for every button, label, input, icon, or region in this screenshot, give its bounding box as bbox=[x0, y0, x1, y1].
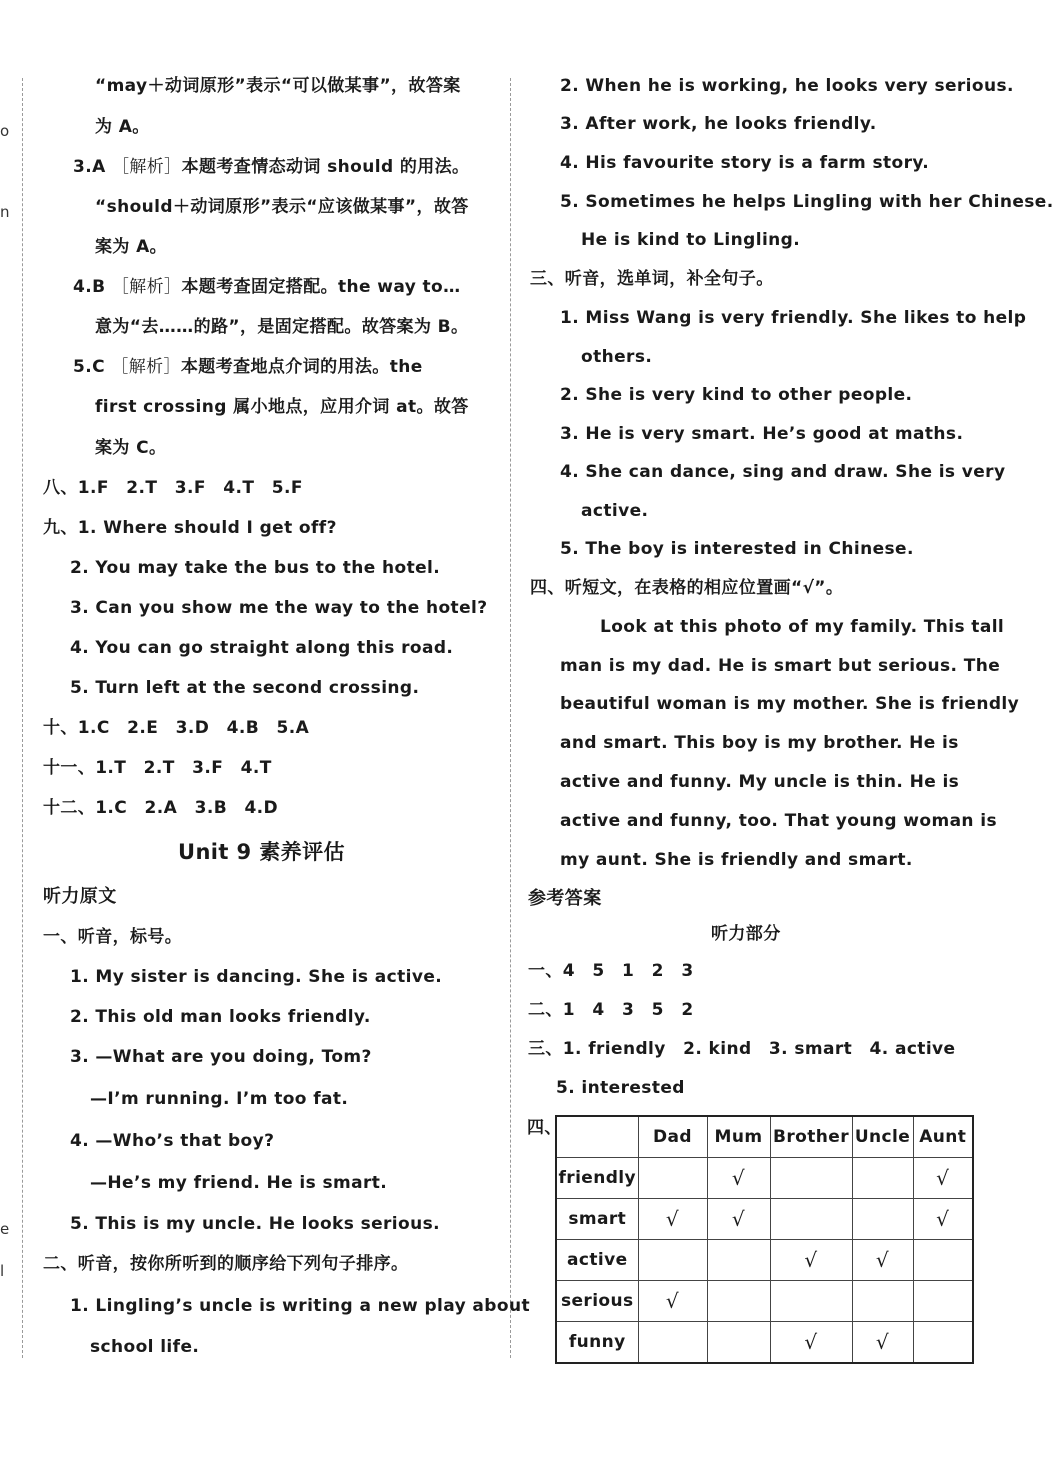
margin-fragment: n bbox=[0, 203, 10, 221]
part-2-item: 2. When he is working, he looks very serious. bbox=[560, 76, 1014, 96]
table-cell bbox=[913, 1322, 973, 1364]
table-cell bbox=[707, 1240, 770, 1281]
answer-line: 案为 C。 bbox=[95, 438, 167, 458]
passage-line: beautiful woman is my mother. She is friendly bbox=[560, 694, 1020, 714]
table-cell: √ bbox=[638, 1199, 707, 1240]
answer-q4 bbox=[73, 279, 461, 296]
answer-number: 4.B bbox=[73, 277, 106, 297]
section-8-answers: 八、1.F 2.T 3.F 4.T 5.F bbox=[43, 478, 303, 498]
answer-line: “may＋动词原形”表示“可以做某事”，故答案 bbox=[95, 76, 461, 96]
table-row bbox=[556, 1281, 973, 1322]
table-header-cell: Brother bbox=[770, 1116, 852, 1158]
table-row bbox=[556, 1158, 973, 1199]
part-3-item: others. bbox=[581, 347, 653, 367]
passage-line: Look at this photo of my family. This tall bbox=[600, 617, 1005, 637]
table-row bbox=[556, 1322, 973, 1364]
left-margin-divider bbox=[22, 78, 23, 1358]
answer-part-3: 5. interested bbox=[556, 1078, 685, 1098]
part-3-item: 3. He is very smart. He’s good at maths. bbox=[560, 424, 964, 444]
answer-q3 bbox=[73, 159, 469, 176]
analysis-tag: ［解析］ bbox=[111, 277, 182, 297]
table-cell bbox=[707, 1281, 770, 1322]
analysis-tag: ［解析］ bbox=[111, 157, 182, 177]
part-1-item: 1. My sister is dancing. She is active. bbox=[70, 967, 443, 987]
margin-fragment: e bbox=[0, 1220, 10, 1238]
answer-table bbox=[555, 1115, 974, 1364]
part-2-item: 5. Sometimes he helps Lingling with her Chinese. bbox=[560, 192, 1054, 212]
answer-line: first crossing 属小地点，应用介词 at。故答 bbox=[95, 397, 469, 417]
part-1-item: —I’m running. I’m too fat. bbox=[90, 1089, 349, 1109]
part-1-heading: 一、听音，标号。 bbox=[43, 927, 183, 947]
section-9-item: 5. Turn left at the second crossing. bbox=[70, 678, 420, 698]
passage-line: and smart. This boy is my brother. He is bbox=[560, 733, 959, 753]
table-cell: √ bbox=[852, 1322, 913, 1364]
table-row bbox=[556, 1199, 973, 1240]
part-2-heading: 二、听音，按你所听到的顺序给下列句子排序。 bbox=[43, 1254, 409, 1274]
part-1-item: 4. —Who’s that boy? bbox=[70, 1131, 275, 1151]
passage-line: active and funny, too. That young woman is bbox=[560, 811, 998, 831]
part-2-item: school life. bbox=[90, 1337, 200, 1357]
table-cell: √ bbox=[707, 1199, 770, 1240]
part-3-item: 5. The boy is interested in Chinese. bbox=[560, 539, 914, 559]
part-1-item: 5. This is my uncle. He looks serious. bbox=[70, 1214, 440, 1234]
passage-line: my aunt. She is friendly and smart. bbox=[560, 850, 913, 870]
section-11-answers: 十一、1.T 2.T 3.F 4.T bbox=[43, 758, 272, 778]
passage-line: active and funny. My uncle is thin. He is bbox=[560, 772, 960, 792]
table-cell bbox=[770, 1199, 852, 1240]
table-cell bbox=[707, 1322, 770, 1364]
part-3-heading: 三、听音，选单词，补全句子。 bbox=[530, 269, 774, 289]
analysis-text: 本题考查固定搭配。the way to… bbox=[181, 277, 461, 297]
section-10-answers: 十、1.C 2.E 3.D 4.B 5.A bbox=[43, 718, 310, 738]
section-9-item: 4. You can go straight along this road. bbox=[70, 638, 454, 658]
analysis-text: 本题考查地点介词的用法。the bbox=[180, 357, 423, 377]
table-cell bbox=[770, 1281, 852, 1322]
table-row-label: serious bbox=[556, 1281, 638, 1322]
part-3-item: active. bbox=[581, 501, 649, 521]
table-row bbox=[556, 1240, 973, 1281]
table-cell: √ bbox=[913, 1199, 973, 1240]
section-9-item: 九、1. Where should I get off? bbox=[43, 518, 337, 538]
answer-line: 案为 A。 bbox=[95, 237, 168, 257]
table-cell: √ bbox=[852, 1240, 913, 1281]
answer-part-2: 二、1 4 3 5 2 bbox=[528, 1000, 694, 1020]
answer-q5 bbox=[73, 359, 423, 376]
table-row-label: funny bbox=[556, 1322, 638, 1364]
table-cell: √ bbox=[913, 1158, 973, 1199]
reference-answer-heading: 参考答案 bbox=[528, 888, 602, 909]
table-cell bbox=[913, 1281, 973, 1322]
part-4-heading: 四、听短文，在表格的相应位置画“√”。 bbox=[530, 578, 844, 598]
passage-line: man is my dad. He is smart but serious. The bbox=[560, 656, 1001, 676]
table-row-label: smart bbox=[556, 1199, 638, 1240]
part-1-item: 3. —What are you doing, Tom? bbox=[70, 1047, 372, 1067]
section-9-item: 3. Can you show me the way to the hotel? bbox=[70, 598, 488, 618]
answer-number: 5.C bbox=[73, 357, 105, 377]
table-cell: √ bbox=[707, 1158, 770, 1199]
margin-fragment: l bbox=[0, 1262, 5, 1280]
unit-title: Unit 9 素养评估 bbox=[178, 840, 345, 864]
part-2-item: 1. Lingling’s uncle is writing a new play about bbox=[70, 1296, 530, 1316]
table-header-cell: Mum bbox=[707, 1116, 770, 1158]
part-3-item: 2. She is very kind to other people. bbox=[560, 385, 913, 405]
table-cell bbox=[852, 1199, 913, 1240]
answer-number: 3.A bbox=[73, 157, 106, 177]
table-header-cell: Uncle bbox=[852, 1116, 913, 1158]
answer-line: 意为“去……的路”，是固定搭配。故答案为 B。 bbox=[95, 317, 469, 337]
part-1-item: 2. This old man looks friendly. bbox=[70, 1007, 371, 1027]
part-2-item: 4. His favourite story is a farm story. bbox=[560, 153, 930, 173]
table-cell bbox=[852, 1281, 913, 1322]
listening-original-heading: 听力原文 bbox=[43, 886, 117, 907]
answer-part-1: 一、4 5 1 2 3 bbox=[528, 961, 694, 981]
column-divider bbox=[510, 78, 511, 1358]
table-cell bbox=[638, 1322, 707, 1364]
part-2-item: 3. After work, he looks friendly. bbox=[560, 114, 877, 134]
listening-part-heading: 听力部分 bbox=[711, 924, 781, 944]
answer-part-4-label: 四、 bbox=[527, 1118, 562, 1138]
table-cell: √ bbox=[638, 1281, 707, 1322]
table-cell bbox=[913, 1240, 973, 1281]
answer-line: 为 A。 bbox=[95, 117, 150, 137]
analysis-text: 本题考查情态动词 should 的用法。 bbox=[181, 157, 470, 177]
part-3-item: 4. She can dance, sing and draw. She is very bbox=[560, 462, 1006, 482]
table-row-label: active bbox=[556, 1240, 638, 1281]
table-header-cell: Dad bbox=[638, 1116, 707, 1158]
table-cell bbox=[638, 1158, 707, 1199]
part-2-item: He is kind to Lingling. bbox=[581, 230, 801, 250]
part-1-item: —He’s my friend. He is smart. bbox=[90, 1173, 388, 1193]
section-9-item: 2. You may take the bus to the hotel. bbox=[70, 558, 441, 578]
table-cell bbox=[852, 1158, 913, 1199]
table-cell bbox=[770, 1158, 852, 1199]
table-cell bbox=[638, 1240, 707, 1281]
section-12-answers: 十二、1.C 2.A 3.B 4.D bbox=[43, 798, 279, 818]
part-3-item: 1. Miss Wang is very friendly. She likes to help bbox=[560, 308, 1027, 328]
table-header-cell bbox=[556, 1116, 638, 1158]
analysis-tag: ［解析］ bbox=[111, 357, 181, 377]
answer-part-3: 三、1. friendly 2. kind 3. smart 4. active bbox=[528, 1039, 956, 1059]
table-cell: √ bbox=[770, 1322, 852, 1364]
table-cell: √ bbox=[770, 1240, 852, 1281]
answer-line: “should＋动词原形”表示“应该做某事”，故答 bbox=[95, 197, 469, 217]
margin-fragment: o bbox=[0, 122, 10, 140]
table-header-cell: Aunt bbox=[913, 1116, 973, 1158]
table-row-label: friendly bbox=[556, 1158, 638, 1199]
table-header-row bbox=[556, 1116, 973, 1158]
